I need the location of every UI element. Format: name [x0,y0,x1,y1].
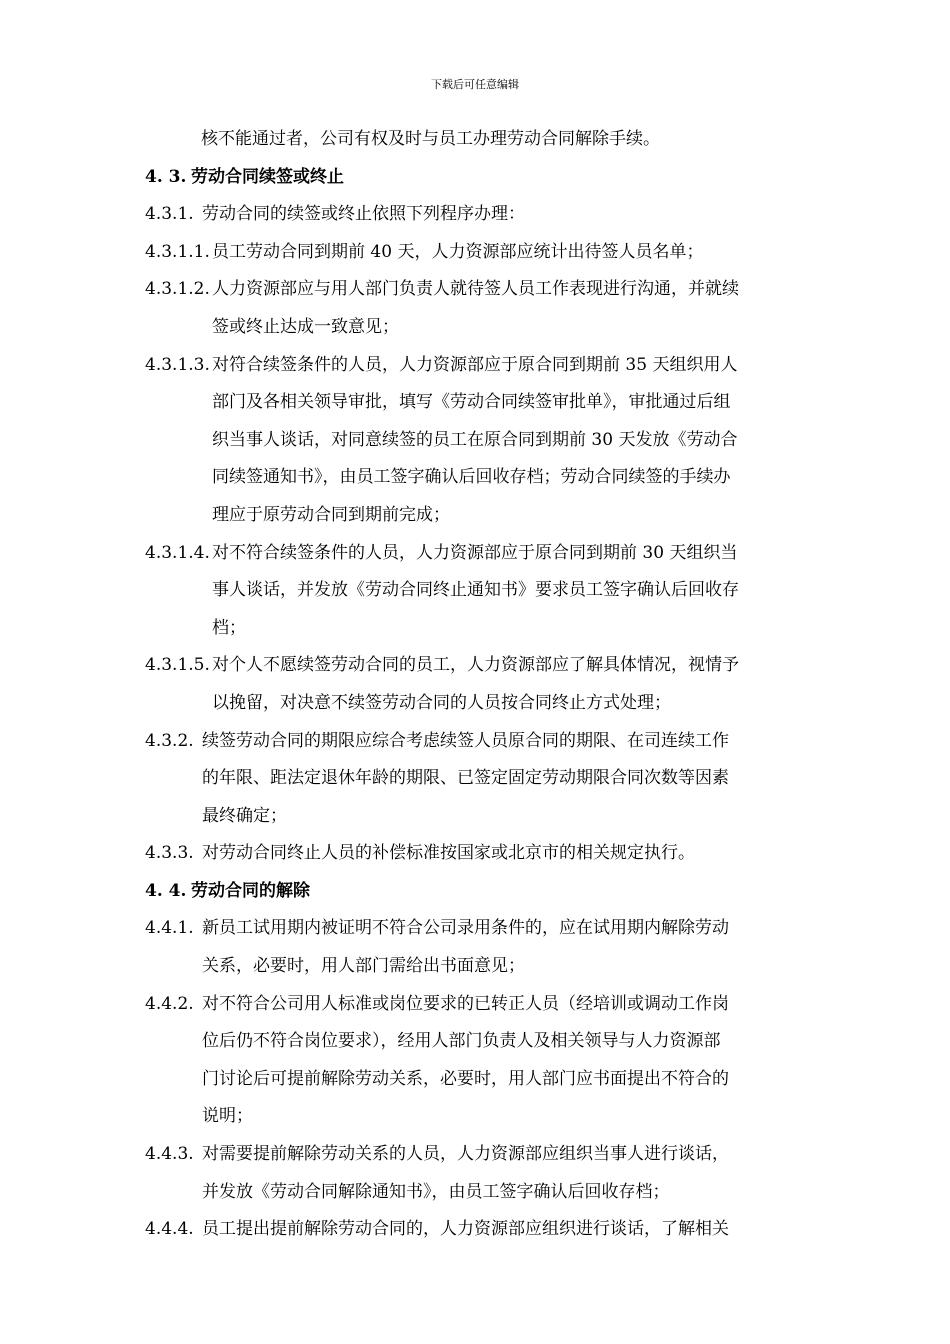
clause-number: 4.3.1.1. [145,241,210,262]
clause-line: 说明； [202,1106,253,1127]
clause-4-3-3 [145,835,950,873]
clause-number: 4.3.1.4. [145,542,210,563]
clause-line: 的年限、距法定退休年龄的期限、已签定固定劳动期限合同次数等因素 [202,768,729,789]
clause-4-4-2 [145,986,950,1136]
clause-line: 以挽留，对决意不续签劳动合同的人员按合同终止方式处理； [212,692,671,713]
clause-4-3-1-1 [145,234,950,272]
clause-line: 关系，必要时，用人部门需给出书面意见； [202,956,525,977]
section-title: 劳动合同的解除 [191,880,310,901]
clause-4-4-3 [145,1136,950,1211]
clause-line: 员工劳动合同到期前 40 天，人力资源部应统计出待签人员名单； [212,241,704,262]
clause-line: 事人谈话，并发放《劳动合同终止通知书》要求员工签字确认后回收存 [212,580,739,601]
document-body [0,121,950,1249]
clause-number: 4.4.1. [145,918,194,939]
clause-4-3-1-5 [145,647,950,722]
clause-line: 门讨论后可提前解除劳动关系，必要时，用人部门应书面提出不符合的 [202,1068,729,1089]
clause-line: 签或终止达成一致意见； [212,316,399,337]
clause-number: 4.4.3. [145,1144,194,1165]
clause-line: 位后仍不符合岗位要求），经用人部门负责人及相关领导与人力资源部 [202,1031,721,1052]
clause-line: 续签劳动合同的期限应综合考虑续签人员原合同的期限、在司连续工作 [202,730,729,751]
clause-line: 对劳动合同终止人员的补偿标准按国家或北京市的相关规定执行。 [202,843,695,864]
clause-line: 最终确定； [202,805,287,826]
clause-line: 新员工试用期内被证明不符合公司录用条件的，应在试用期内解除劳动 [202,918,729,939]
paragraph-continuation [201,121,950,159]
clause-4-3-2 [145,723,950,836]
clause-number: 4.3.1.5. [145,655,210,676]
clause-4-4-4 [145,1211,950,1249]
clause-line: 对不符合续签条件的人员，人力资源部应于原合同到期前 30 天组织当 [212,542,738,563]
section-number: 4. 3. [145,166,187,187]
clause-line: 理应于原劳动合同到期前完成； [212,504,450,525]
clause-line: 对需要提前解除劳动关系的人员，人力资源部应组织当事人进行谈话， [202,1144,729,1165]
section-heading-4-3 [145,159,950,197]
clause-number: 4.3.3. [145,843,194,864]
clause-line: 对符合续签条件的人员，人力资源部应于原合同到期前 35 天组织用人 [212,354,738,375]
clause-line: 对个人不愿续签劳动合同的员工，人力资源部应了解具体情况，视情予 [212,655,739,676]
clause-line: 对不符合公司用人标准或岗位要求的已转正人员（经培训或调动工作岗 [202,993,729,1014]
clause-line: 人力资源部应与用人部门负责人就待签人员工作表现进行沟通，并就续 [212,279,739,300]
clause-4-3-1 [145,196,950,234]
clause-line: 同续签通知书》，由员工签字确认后回收存档；劳动合同续签的手续办 [212,467,731,488]
clause-4-3-1-3 [145,347,950,535]
clause-4-3-1-2 [145,271,950,346]
clause-line: 并发放《劳动合同解除通知书》，由员工签字确认后回收存档； [202,1181,670,1202]
paragraph-line: 核不能通过者，公司有权及时与员工办理劳动合同解除手续。 [201,129,660,149]
clause-number: 4.3.1. [145,204,194,225]
clause-4-3-1-4 [145,535,950,648]
clause-number: 4.3.2. [145,730,194,751]
section-heading-4-4 [145,873,950,911]
clause-4-4-1 [145,910,950,985]
clause-line: 档； [212,617,246,638]
page-header: 下载后可任意编辑 [431,78,519,91]
clause-line: 员工提出提前解除劳动合同的，人力资源部应组织进行谈话，了解相关 [202,1219,729,1240]
clause-line: 劳动合同的续签或终止依照下列程序办理： [202,204,525,225]
clause-line: 部门及各相关领导审批，填写《劳动合同续签审批单》，审批通过后组 [212,392,731,413]
clause-number: 4.3.1.3. [145,354,210,375]
clause-number: 4.3.1.2. [145,279,210,300]
clause-line: 织当事人谈话，对同意续签的员工在原合同到期前 30 天发放《劳动合 [212,429,738,450]
section-number: 4. 4. [145,880,187,901]
clause-number: 4.4.2. [145,993,194,1014]
clause-number: 4.4.4. [145,1219,194,1240]
section-title: 劳动合同续签或终止 [191,166,344,187]
